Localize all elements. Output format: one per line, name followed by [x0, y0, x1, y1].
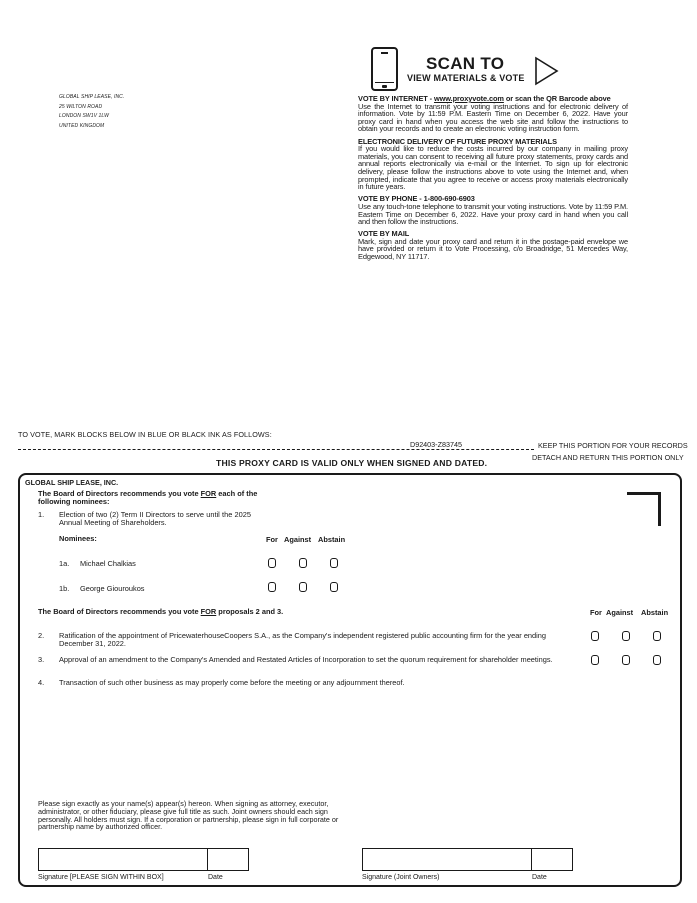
proposal-text: Approval of an amendment to the Company's Amended and Restated Articles of Incorporation to set the quorum requirement for shareholder meetings. — [59, 655, 553, 664]
detach-portion-label: DETACH AND RETURN THIS PORTION ONLY — [532, 453, 684, 462]
item1-text: Election of two (2) Term II Directors to serve until the 2025 Annual Meeting of Shareholders. — [59, 510, 251, 527]
mark-instruction: TO VOTE, MARK BLOCKS BELOW IN BLUE OR BLACK INK AS FOLLOWS: — [18, 430, 272, 439]
joint-date-box[interactable] — [531, 848, 573, 871]
company-name: GLOBAL SHIP LEASE, INC. — [25, 478, 119, 487]
nominee-1a-abstain-checkbox[interactable] — [330, 558, 338, 568]
validity-notice: THIS PROXY CARD IS VALID ONLY WHEN SIGNED AND DATED. — [216, 458, 488, 468]
proposal-text: Ratification of the appointment of PricewaterhouseCoopers S.A., as the Company's independent registered public accounting firm for the year ending December 31, 2022. — [59, 631, 547, 648]
item4-text: Transaction of such other business as may properly come before the meeting or any adjournment thereof. — [59, 678, 405, 687]
rec2-suffix: proposals 2 and 3. — [216, 607, 284, 616]
play-arrow-icon — [534, 56, 560, 86]
column-against: Against — [284, 535, 312, 544]
date-label: Date — [208, 874, 223, 881]
vote-by-phone — [358, 195, 628, 225]
item-number: 1. — [38, 510, 45, 519]
return-address-line: LONDON SW1V 1LW — [59, 113, 109, 119]
rec1-prefix: The Board of Directors recommends you vote — [38, 489, 201, 498]
nominee-1a-against-checkbox[interactable] — [299, 558, 307, 568]
internet-heading-suffix: or scan the QR Barcode above — [503, 94, 611, 103]
signing-instructions: Please sign exactly as your name(s) appear(s) hereon. When signing as attorney, executor, administrator, or other fiduciary, please give full title as such. Joint owners should each sign personally. All holders must sign. If a corporation or partnership, please sign in full corporate or partnership name by authorized officer. — [38, 799, 339, 832]
rec2-prefix: The Board of Directors recommends you vote — [38, 607, 201, 616]
rec1-emph: FOR — [200, 489, 217, 498]
joint-signature-label: Signature (Joint Owners) — [362, 874, 440, 881]
proposal-2-against-checkbox[interactable] — [622, 631, 630, 641]
column-for: For — [590, 608, 602, 617]
detach-line — [18, 449, 534, 450]
nominees-label: Nominees: — [59, 534, 97, 543]
rec2-emph: FOR — [200, 607, 217, 616]
rec1-suffix: each of the following nominees: — [38, 489, 258, 506]
scan-title: SCAN TO — [426, 54, 505, 73]
smartphone-icon — [371, 47, 398, 91]
scan-subtitle: VIEW MATERIALS & VOTE — [407, 73, 525, 83]
proxyvote-link[interactable]: www.proxyvote.com — [433, 94, 504, 103]
joint-date-label: Date — [532, 874, 547, 881]
vote-by-mail — [358, 230, 628, 260]
board-recommendation-nominees — [38, 490, 258, 506]
phone-body: Use any touch-tone telephone to transmit your voting instructions. Vote by 11:59 P.M. Eastern Time on December 6, 2022. Have your proxy card in hand when you call and then follow the instructions. — [358, 201, 628, 227]
return-address-line: UNITED KINGDOM — [59, 122, 105, 129]
proposal-3-abstain-checkbox[interactable] — [653, 655, 661, 665]
return-address-line: 25 WILTON ROAD — [59, 103, 103, 110]
nominee-number: 1b. — [59, 584, 70, 593]
phone-heading: VOTE BY PHONE - 1-800-690-6903 — [358, 194, 475, 204]
proposal-number: 3. — [38, 655, 45, 664]
proposal-2-for-checkbox[interactable] — [591, 631, 599, 641]
nominee-name: George Giouroukos — [80, 584, 145, 593]
nominee-1b-against-checkbox[interactable] — [299, 582, 307, 592]
signature-label: Signature [PLEASE SIGN WITHIN BOX] — [38, 874, 164, 881]
mail-heading: VOTE BY MAIL — [358, 229, 410, 239]
control-number: D92403-Z83745 — [410, 440, 462, 449]
nominee-1b-for-checkbox[interactable] — [268, 582, 276, 592]
internet-body: Use the Internet to transmit your voting instructions and for electronic delivery of information. Vote by 11:59 P.M. Eastern Time on December 6, 2022. Have your proxy card in hand when you access the web site and follow the instructions to obtain your records and to create an electronic voting instruction form. — [358, 101, 628, 134]
joint-signature-box[interactable] — [362, 848, 532, 871]
nominee-number: 1a. — [59, 559, 70, 568]
electronic-delivery-body: If you would like to reduce the costs incurred by our company in mailing proxy materials, you can consent to receiving all future proxy statements, proxy cards and annual reports electronically via e-mail or the Internet. To sign up for electronic delivery, please follow the instructions above to vote using the Internet and, when prompted, indicate that you agree to receive or access proxy materials electronically in future years. — [358, 144, 628, 192]
keep-portion-label: KEEP THIS PORTION FOR YOUR RECORDS — [538, 441, 688, 450]
voting-instructions — [358, 95, 628, 265]
nominee-1b-abstain-checkbox[interactable] — [330, 582, 338, 592]
signature-box[interactable] — [38, 848, 208, 871]
internet-heading-prefix: VOTE BY INTERNET - — [358, 94, 434, 103]
proposal-3-against-checkbox[interactable] — [622, 655, 630, 665]
vote-by-internet — [358, 95, 628, 133]
board-recommendation-proposals — [38, 608, 283, 616]
proposal-2-abstain-checkbox[interactable] — [653, 631, 661, 641]
column-abstain: Abstain — [318, 535, 346, 544]
electronic-delivery-heading: ELECTRONIC DELIVERY OF FUTURE PROXY MATERIALS — [358, 136, 557, 146]
return-address — [59, 93, 124, 131]
column-abstain: Abstain — [641, 608, 669, 617]
column-for: For — [266, 535, 278, 544]
nominee-1a-for-checkbox[interactable] — [268, 558, 276, 568]
proposal-3-for-checkbox[interactable] — [591, 655, 599, 665]
date-box[interactable] — [207, 848, 249, 871]
item-number: 4. — [38, 678, 45, 687]
mail-body: Mark, sign and date your proxy card and return it in the postage-paid envelope we have provided or return it to Vote Processing, c/o Broadridge, 51 Mercedes Way, Edgewood, NY 11717. — [358, 236, 628, 262]
electronic-delivery — [358, 138, 628, 191]
corner-registration-mark — [627, 492, 661, 526]
return-address-line: GLOBAL SHIP LEASE, INC. — [59, 94, 125, 100]
proposal-number: 2. — [38, 631, 45, 640]
column-against: Against — [606, 608, 634, 617]
nominee-name: Michael Chalkias — [80, 559, 136, 568]
